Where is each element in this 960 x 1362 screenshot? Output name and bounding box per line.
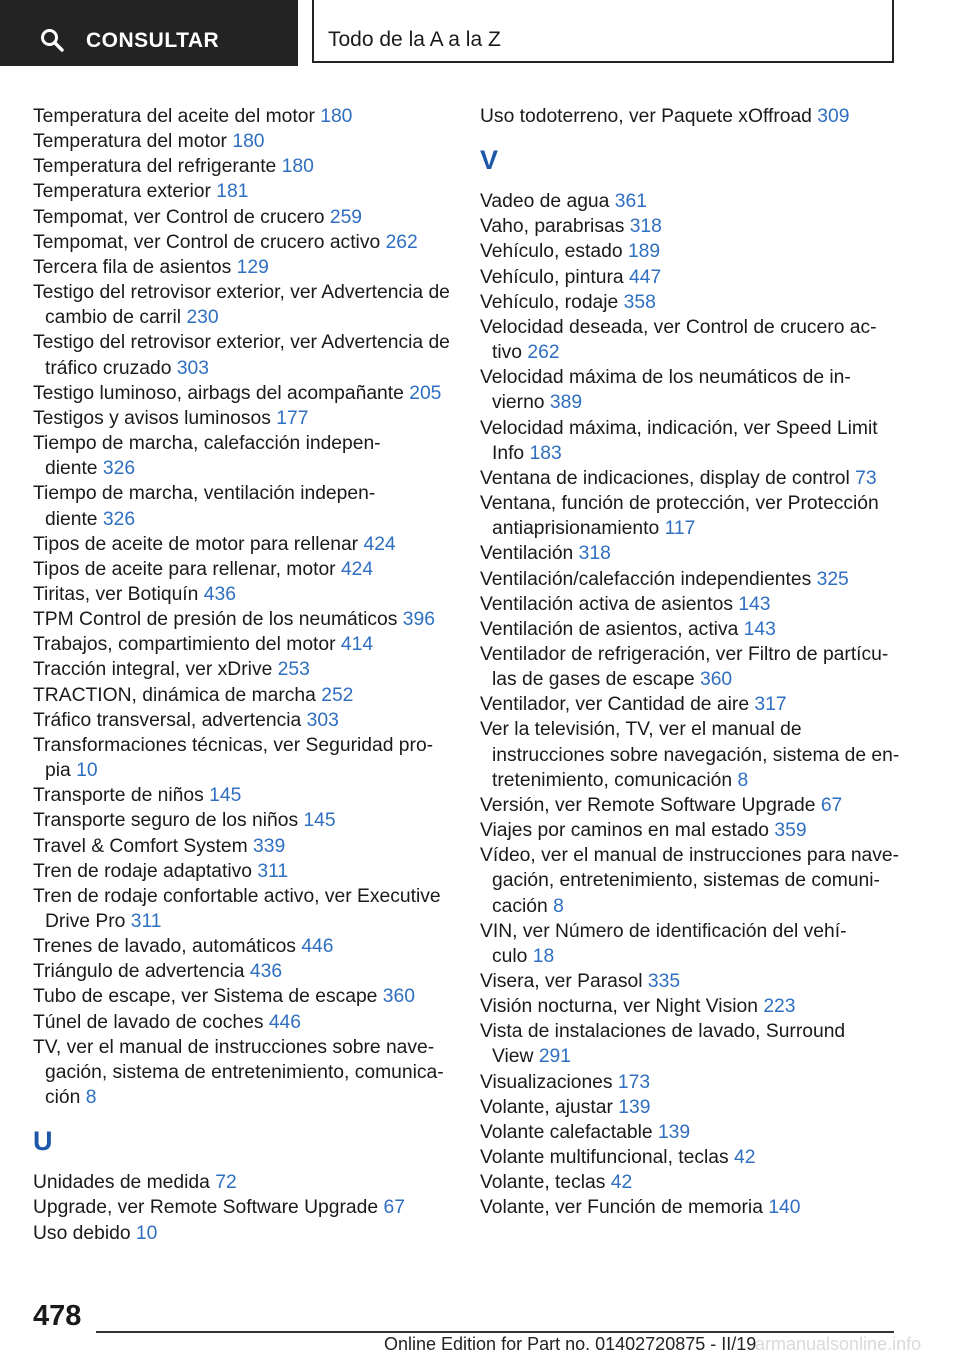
page-reference-link[interactable]: 436 <box>203 583 236 605</box>
index-entry <box>480 265 920 290</box>
index-entry <box>480 919 920 969</box>
index-entry <box>480 189 920 214</box>
page-reference-link[interactable]: 291 <box>538 1046 571 1068</box>
magnifier-icon <box>40 28 64 52</box>
section-title: Todo de la A a la Z <box>328 28 501 51</box>
index-entry-text: TPM Control de presión de los neumáticos <box>33 609 398 631</box>
index-entry <box>33 431 453 481</box>
index-entry <box>33 984 453 1009</box>
index-entry-text: Volante, teclas <box>480 1172 606 1194</box>
page-reference-link[interactable]: 8 <box>553 895 564 917</box>
index-entry <box>33 1221 453 1246</box>
index-entry <box>480 1095 920 1120</box>
index-entry-text: Velocidad deseada, ver Control de crucero ac‐ <box>480 316 877 338</box>
index-entry-text: Versión, ver Remote Software Upgrade <box>480 794 816 816</box>
index-entry <box>33 834 453 859</box>
index-entry-text: Vehículo, estado <box>480 241 623 263</box>
page-reference-link[interactable]: 446 <box>268 1011 301 1033</box>
page-reference-link[interactable]: 67 <box>820 794 843 816</box>
page-number: 478 <box>33 1300 82 1332</box>
index-entry-text: View <box>492 1046 534 1068</box>
consult-tab-label: CONSULTAR <box>86 29 220 52</box>
index-entry-text: Vaho, parabrisas <box>480 216 625 238</box>
index-entry <box>33 808 453 833</box>
index-entry-text: Ventilador, ver Cantidad de aire <box>480 694 750 716</box>
index-entry <box>480 692 920 717</box>
index-entry <box>33 607 453 632</box>
index-entry-text: Tren de rodaje adaptativo <box>33 860 253 882</box>
index-entry <box>33 255 453 280</box>
index-entry <box>33 1195 453 1220</box>
index-entry <box>33 859 453 884</box>
index-entry <box>33 381 453 406</box>
page-reference-link[interactable]: 317 <box>754 694 787 716</box>
index-entry-text: tráfico cruzado <box>45 357 172 379</box>
page-reference-link[interactable]: 129 <box>236 256 269 278</box>
index-entry-text: Vehículo, rodaje <box>480 291 619 313</box>
index-entry-text: ción <box>45 1087 81 1109</box>
index-entry <box>33 1010 453 1035</box>
index-entry <box>480 969 920 994</box>
index-entry <box>480 567 920 592</box>
index-entry <box>33 406 453 431</box>
index-entry <box>480 1170 920 1195</box>
index-entry-text: Travel & Comfort System <box>33 835 248 857</box>
page-reference-link[interactable]: 42 <box>610 1172 633 1194</box>
index-entry <box>33 230 453 255</box>
page-reference-link[interactable]: 361 <box>614 191 647 213</box>
index-entry <box>480 290 920 315</box>
index-entry <box>480 541 920 566</box>
page-reference-link[interactable]: 145 <box>303 810 336 832</box>
index-entry-text: Tipos de aceite para rellenar, motor <box>33 558 336 580</box>
page-reference-link[interactable]: 189 <box>627 241 661 263</box>
index-entry-text: Velocidad máxima de los neumáticos de in‐ <box>480 367 851 389</box>
index-entry <box>480 1195 920 1220</box>
index-entry-text: Trenes de lavado, automáticos <box>33 936 296 958</box>
index-entry <box>33 280 453 330</box>
index-entry-text: pia <box>45 760 71 782</box>
index-entry-text: Temperatura exterior <box>33 181 211 203</box>
top-navigation-bar <box>0 0 960 66</box>
index-entry <box>33 708 453 733</box>
page-reference-link[interactable]: 326 <box>102 508 136 530</box>
index-entry-text: Ventilador de refrigeración, ver Filtro de partícu‐ <box>480 643 889 665</box>
index-entry <box>480 466 920 491</box>
index-entry <box>480 617 920 642</box>
index-entry-text: Transporte seguro de los niños <box>33 810 299 832</box>
page-reference-link[interactable]: 311 <box>130 911 162 932</box>
index-column-right <box>480 104 920 1221</box>
index-letter-heading: V <box>480 145 499 176</box>
page-reference-link[interactable]: 339 <box>253 835 286 857</box>
index-entry <box>33 959 453 984</box>
page-reference-link[interactable]: 446 <box>301 936 334 958</box>
index-entry <box>33 532 453 557</box>
index-entry-text: Transformaciones técnicas, ver Seguridad pro‐ <box>33 734 434 756</box>
consult-tab[interactable] <box>0 0 298 66</box>
page-reference-link[interactable]: 447 <box>629 266 662 288</box>
index-entry-text: Trabajos, compartimiento del motor <box>33 634 336 656</box>
page-reference-link[interactable]: 8 <box>737 769 749 791</box>
page-reference-link[interactable]: 326 <box>102 458 136 480</box>
index-entry-text: Tracción integral, ver xDrive <box>33 659 273 681</box>
index-entry <box>480 315 920 365</box>
page-reference-link[interactable]: 10 <box>135 1222 158 1244</box>
index-entry-text: cambio de carril <box>45 307 182 329</box>
page-reference-link[interactable]: 223 <box>763 996 796 1018</box>
index-entry <box>33 733 453 783</box>
page-reference-link[interactable]: 230 <box>186 307 219 329</box>
page-reference-link[interactable]: 311 <box>257 860 289 882</box>
index-entry <box>33 1035 453 1110</box>
index-entry <box>33 481 453 531</box>
page-reference-link[interactable]: 143 <box>743 618 776 640</box>
page-reference-link[interactable]: 42 <box>734 1147 756 1169</box>
index-entry-text: Tempomat, ver Control de crucero activo <box>33 231 381 253</box>
page-reference-link[interactable]: 177 <box>276 407 309 429</box>
index-entry-text: Ventana de indicaciones, display de control <box>480 467 850 489</box>
index-entry-text: instrucciones sobre navegación, sistema de en‐ <box>492 744 900 766</box>
page-reference-link[interactable]: 252 <box>321 684 354 706</box>
page-reference-link[interactable]: 183 <box>529 442 562 464</box>
index-entry-text: Tráfico transversal, advertencia <box>33 709 302 731</box>
index-entry-text: Triángulo de advertencia <box>33 961 245 983</box>
index-entry <box>480 1120 920 1145</box>
index-entry <box>33 1170 453 1195</box>
page-reference-link[interactable]: 117 <box>664 518 696 540</box>
index-entry <box>33 205 453 230</box>
page-reference-link[interactable]: 143 <box>738 593 771 615</box>
page-reference-link[interactable]: 424 <box>340 558 374 580</box>
page-reference-link[interactable]: 414 <box>340 634 374 656</box>
page-reference-link[interactable]: 424 <box>363 533 396 555</box>
page-reference-link[interactable]: 359 <box>774 820 807 842</box>
index-entry-text: Tempomat, ver Control de crucero <box>33 206 325 228</box>
index-entry-text: cación <box>492 895 548 917</box>
page-reference-link[interactable]: 262 <box>527 342 560 364</box>
index-entry <box>33 632 453 657</box>
page-reference-link[interactable]: 205 <box>409 382 442 404</box>
index-entry-text: Transporte de niños <box>33 785 204 807</box>
index-entry-text: diente <box>45 458 98 480</box>
index-entry-text: Viajes por caminos en mal estado <box>480 820 770 842</box>
index-entry-text: Ventana, función de protección, ver Protección <box>480 493 879 515</box>
page-reference-link[interactable]: 10 <box>76 760 98 782</box>
index-entry-text: Testigo del retrovisor exterior, ver Advertencia de <box>33 282 450 304</box>
index-entry <box>480 365 920 415</box>
index-entry-text: Vehículo, pintura <box>480 266 624 288</box>
index-letter-heading: U <box>33 1126 53 1157</box>
index-entry-text: Upgrade, ver Remote Software Upgrade <box>33 1197 379 1219</box>
page-reference-link[interactable]: 180 <box>232 131 265 153</box>
index-entry-text: diente <box>45 508 98 530</box>
index-entry-text: Visera, ver Parasol <box>480 971 643 992</box>
index-entry-text: Info <box>492 442 525 464</box>
page-reference-link[interactable]: 318 <box>629 216 662 238</box>
index-entry <box>33 179 453 204</box>
page-reference-link[interactable]: 262 <box>385 231 418 253</box>
index-entry-text: Testigo del retrovisor exterior, ver Advertencia de <box>33 332 450 354</box>
index-entry <box>33 557 453 582</box>
index-entry <box>33 104 453 129</box>
index-entry-text: Temperatura del motor <box>33 131 227 153</box>
page-reference-link[interactable]: 180 <box>281 156 314 178</box>
page-reference-link[interactable]: 181 <box>216 181 249 203</box>
index-entry-text: Volante multifuncional, teclas <box>480 1147 729 1169</box>
page-reference-link[interactable]: 259 <box>329 206 363 228</box>
index-entry-text: Tiritas, ver Botiquín <box>33 583 199 605</box>
edition-note: Online Edition for Part no. 01402720875 - II/19 <box>384 1334 757 1354</box>
index-entry-text: Vista de instalaciones de lavado, Surround <box>480 1021 846 1043</box>
page-reference-link[interactable]: 18 <box>532 945 555 967</box>
page-reference-link[interactable]: 73 <box>855 467 877 489</box>
index-entry-text: las de gases de escape <box>492 669 695 691</box>
index-entry <box>33 934 453 959</box>
index-entry <box>33 154 453 179</box>
index-entry-text: gación, entretenimiento, sistemas de comuni‐ <box>492 870 880 892</box>
index-entry <box>480 793 920 818</box>
index-entry-text: Tercera fila de asientos <box>33 256 232 278</box>
index-entry-text: Temperatura del aceite del motor <box>33 106 315 127</box>
index-entry-text: Unidades de medida <box>33 1172 210 1194</box>
index-entry-text: gación, sistema de entretenimiento, comunica‐ <box>45 1061 444 1083</box>
index-entry-text: Tipos de aceite de motor para rellenar <box>33 533 359 555</box>
index-entry-text: Testigo luminoso, airbags del acompañante <box>33 382 404 404</box>
page-reference-link[interactable]: 303 <box>306 709 339 731</box>
index-column-left <box>33 104 453 1246</box>
index-entry-text: tretenimiento, comunicación <box>492 769 733 791</box>
index-entry <box>480 994 920 1019</box>
page-reference-link[interactable]: 303 <box>176 357 209 379</box>
index-entry-text: Tren de rodaje confortable activo, ver Executive <box>33 885 441 907</box>
index-entry-text: TRACTION, dinámica de marcha <box>33 684 316 706</box>
page-reference-link[interactable]: 360 <box>382 986 415 1008</box>
index-entry-text: Testigos y avisos luminosos <box>33 407 271 429</box>
page-reference-link[interactable]: 436 <box>249 961 283 983</box>
section-title-tab[interactable] <box>312 0 894 63</box>
index-entry <box>480 592 920 617</box>
page-reference-link[interactable]: 173 <box>617 1071 651 1093</box>
index-entry-text: Volante, ver Función de memoria <box>480 1197 763 1219</box>
index-entry <box>480 1145 920 1170</box>
page-reference-link[interactable]: 67 <box>383 1197 405 1219</box>
index-entry-text: TV, ver el manual de instrucciones sobre nave‐ <box>33 1036 435 1058</box>
index-entry <box>480 717 920 792</box>
index-entry <box>33 783 453 808</box>
index-entry-text: Volante, ajustar <box>480 1096 613 1118</box>
index-entry-text: Vídeo, ver el manual de instrucciones para nave‐ <box>480 845 900 867</box>
index-entry <box>480 416 920 466</box>
index-entry <box>33 884 453 934</box>
page-reference-link[interactable]: 309 <box>817 106 850 127</box>
index-entry <box>33 129 453 154</box>
index-entry-text: Ventilación de asientos, activa <box>480 618 739 640</box>
index-entry-text: Uso debido <box>33 1222 131 1244</box>
index-entry <box>33 657 453 682</box>
index-entry-text: VIN, ver Número de identificación del vehí‐ <box>480 920 847 942</box>
page-reference-link[interactable]: 8 <box>85 1087 97 1109</box>
index-entry <box>480 818 920 843</box>
page-reference-link[interactable]: 335 <box>647 971 681 992</box>
index-entry-text: culo <box>492 945 528 967</box>
page-reference-link[interactable]: 139 <box>657 1121 691 1143</box>
index-entry <box>480 491 920 541</box>
page-reference-link[interactable]: 253 <box>277 659 310 681</box>
index-entry-text: Drive Pro <box>45 911 126 932</box>
index-entry-text: tivo <box>492 342 523 364</box>
footer-divider <box>96 1331 894 1333</box>
page-reference-link[interactable]: 318 <box>578 543 611 565</box>
index-entry-text: Tiempo de marcha, ventilación indepen‐ <box>33 483 376 505</box>
page-reference-link[interactable]: 139 <box>618 1096 651 1118</box>
page-reference-link[interactable]: 358 <box>623 291 656 313</box>
index-entry-text: Visualizaciones <box>480 1071 613 1093</box>
page-reference-link[interactable]: 325 <box>816 568 849 590</box>
index-entry-text: antiaprisionamiento <box>492 518 660 540</box>
index-entry-text: Tiempo de marcha, calefacción indepen‐ <box>33 433 381 455</box>
index-entry-text: Ver la televisión, TV, ver el manual de <box>480 719 802 741</box>
index-entry-text: Ventilación/calefacción independientes <box>480 568 812 590</box>
index-entry-text: Temperatura del refrigerante <box>33 156 277 178</box>
index-entry-text: vierno <box>492 392 545 414</box>
index-entry <box>480 642 920 692</box>
index-entry-text: Volante calefactable <box>480 1121 653 1143</box>
index-entry-text: Visión nocturna, ver Night Vision <box>480 996 758 1018</box>
index-entry-text: Uso todoterreno, ver Paquete xOffroad <box>480 106 812 127</box>
page-reference-link[interactable]: 389 <box>549 392 583 414</box>
watermark: armanualsonline.info <box>755 1334 922 1354</box>
page-reference-link[interactable]: 360 <box>699 669 733 691</box>
index-entry-text: Ventilación <box>480 543 574 565</box>
page-reference-link[interactable]: 396 <box>402 609 435 631</box>
index-entry <box>480 1019 920 1069</box>
index-entry-text: Velocidad máxima, indicación, ver Speed Limit <box>480 417 878 439</box>
page-reference-link[interactable]: 180 <box>320 106 353 127</box>
index-entry <box>480 239 920 264</box>
index-entry-text: Vadeo de agua <box>480 191 610 213</box>
page-reference-link[interactable]: 145 <box>209 785 242 807</box>
index-entry <box>33 330 453 380</box>
index-entry-text: Ventilación activa de asientos <box>480 593 733 615</box>
index-entry <box>480 843 920 918</box>
page-reference-link[interactable]: 72 <box>215 1172 237 1194</box>
index-entry <box>33 683 453 708</box>
index-entry-text: Túnel de lavado de coches <box>33 1011 264 1033</box>
index-entry <box>480 104 920 129</box>
index-entry <box>33 582 453 607</box>
index-entry-text: Tubo de escape, ver Sistema de escape <box>33 986 378 1008</box>
page-reference-link[interactable]: 140 <box>768 1197 801 1219</box>
index-entry <box>480 1070 920 1095</box>
index-entry <box>480 214 920 239</box>
